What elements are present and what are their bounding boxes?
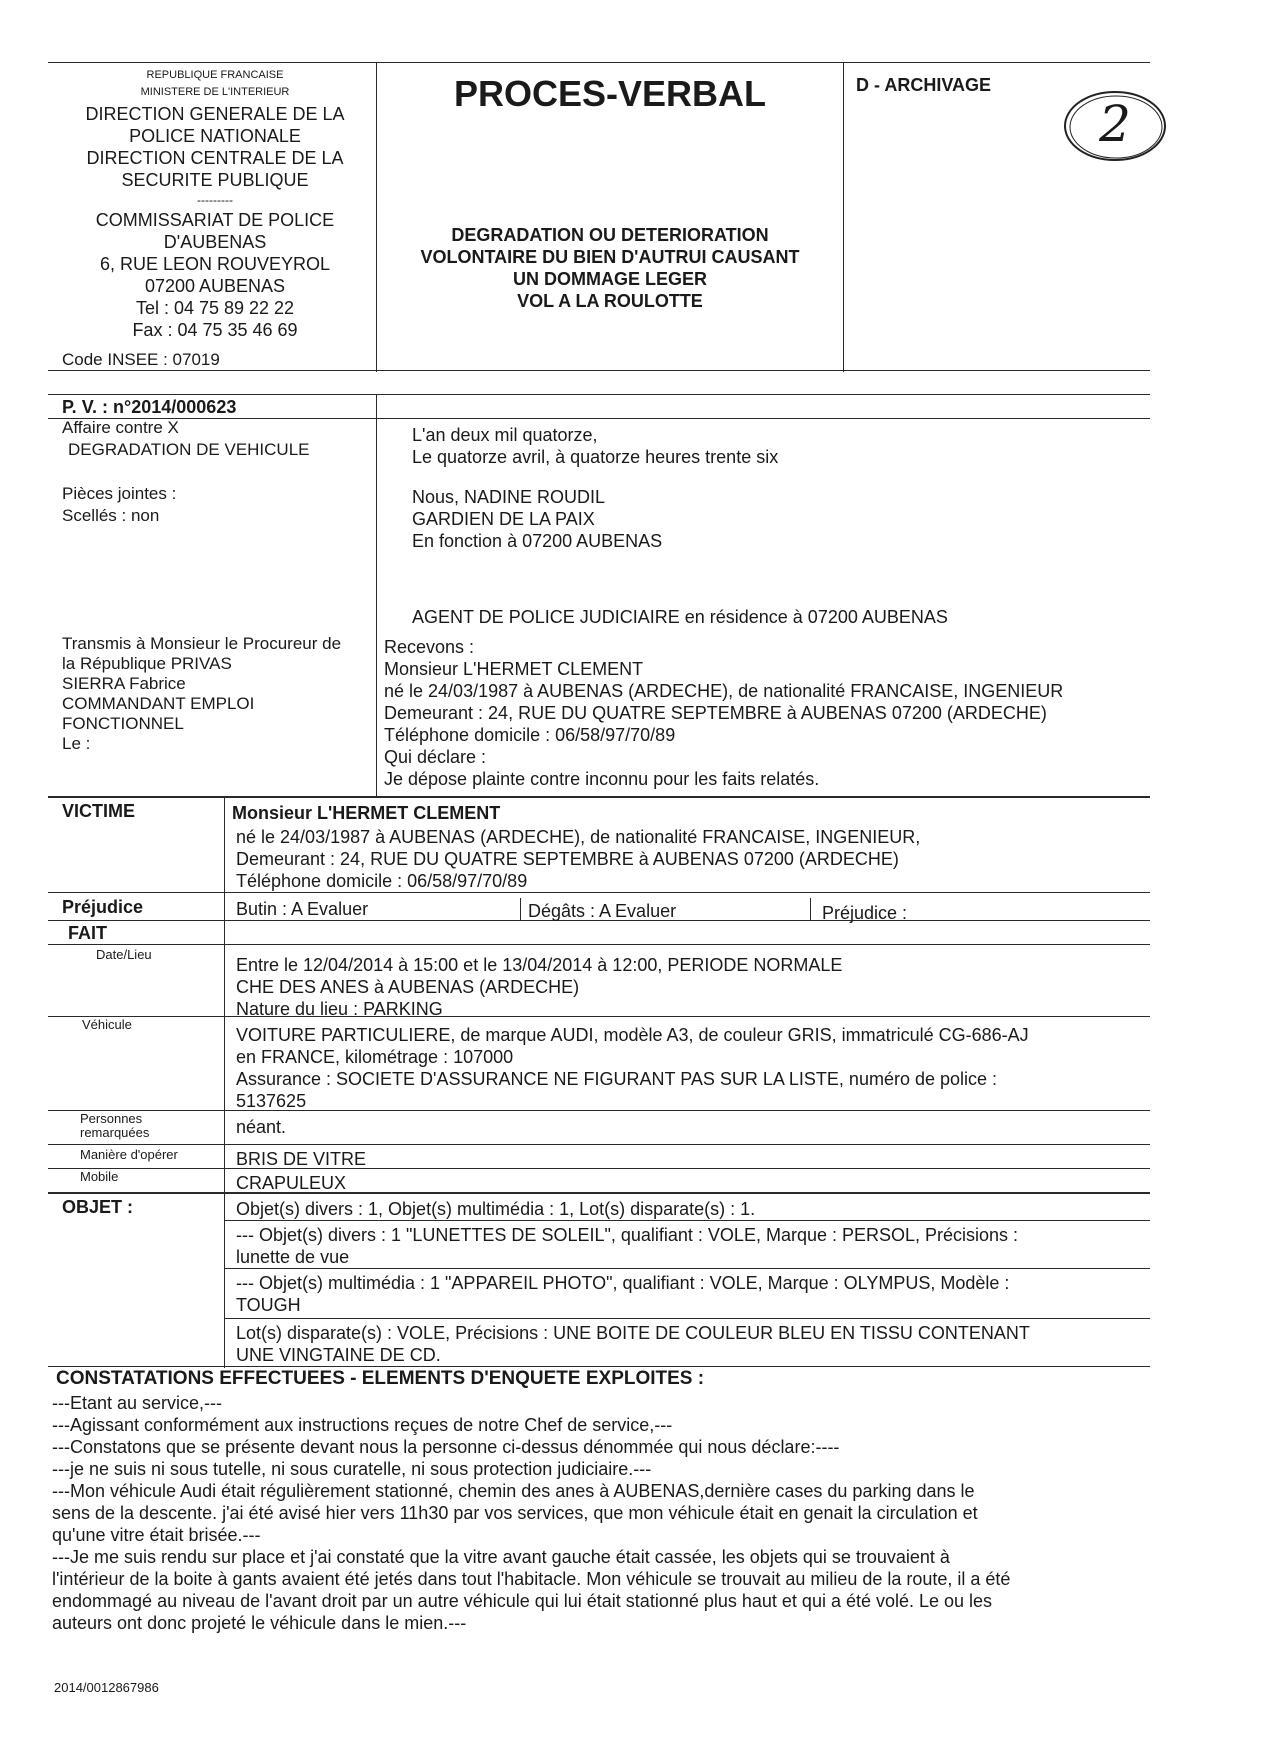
pieces-text: Pièces jointes :	[62, 484, 177, 503]
vehicule-line: en FRANCE, kilométrage : 107000	[236, 1047, 514, 1067]
transmis-line: Transmis à Monsieur le Procureur de	[62, 634, 342, 653]
officer-block	[412, 486, 662, 552]
recevons-line: Je dépose plainte contre inconnu pour les faits relatés.	[384, 769, 820, 789]
victime-details	[236, 826, 920, 892]
page-title: PROCES-VERBAL	[453, 73, 767, 114]
officer-line: Nous, NADINE ROUDIL	[412, 487, 606, 507]
constatations-body	[52, 1392, 1010, 1634]
objet-item	[236, 1272, 1009, 1316]
recevons-line: Monsieur L'HERMET CLEMENT	[384, 659, 644, 679]
commissariat-line: 6, RUE LEON ROUVEYROL	[99, 254, 331, 274]
vehicule-line: VOITURE PARTICULIERE, de marque AUDI, modèle A3, de couleur GRIS, immatriculé CG-686-AJ	[236, 1025, 1029, 1045]
constatations-line: endommagé au niveau de l'avant droit par un autre véhicule qui lui était stationné plus haut et qui a été volé. Le ou les	[52, 1591, 993, 1611]
objet-item-line: Lot(s) disparate(s) : VOLE, Précisions : UNE BOITE DE COULEUR BLEU EN TISSU CONTENANT	[236, 1323, 1030, 1343]
republique-text: REPUBLIQUE FRANCAISE	[146, 69, 284, 81]
agent-text: AGENT DE POLICE JUDICIAIRE en résidence à 07200 AUBENAS	[412, 607, 948, 627]
footer-reference: 2014/0012867986	[54, 1680, 159, 1695]
subject-line: DEGRADATION OU DETERIORATION	[451, 225, 769, 245]
date-lieu-label: Date/Lieu	[96, 947, 152, 962]
vehicule-label: Véhicule	[82, 1017, 132, 1032]
scelles-text: Scellés : non	[62, 506, 160, 525]
constatations-line: l'intérieur de la boite à gants avaient été jetés dans tout l'habitacle. Mon véhicule se trouvait au milieu de la route, il a été	[52, 1569, 1011, 1589]
constatations-title: CONSTATATIONS EFFECTUEES - ELEMENTS D'ENQUETE EXPLOITES :	[56, 1368, 705, 1389]
date-line: Le quatorze avril, à quatorze heures trente six	[412, 447, 779, 467]
vehicule-block	[236, 1024, 1029, 1112]
date-block	[412, 424, 778, 468]
date-lieu-line: CHE DES ANES à AUBENAS (ARDECHE)	[236, 977, 580, 997]
officer-line: En fonction à 07200 AUBENAS	[412, 531, 663, 551]
page-number-stamp	[1060, 86, 1170, 166]
date-lieu-block	[236, 954, 842, 1020]
commissariat-line: COMMISSARIAT DE POLICE	[95, 210, 335, 230]
transmis-block	[62, 634, 341, 754]
constatations-line: ---je ne suis ni sous tutelle, ni sous curatelle, ni sous protection judiciaire.---	[52, 1459, 652, 1479]
tel-text: Tel : 04 75 89 22 22	[135, 298, 295, 318]
maniere-label: Manière d'opérer	[80, 1147, 178, 1162]
constatations-line: ---Je me suis rendu sur place et j'ai constaté que la vitre avant gauche était cassée, les objets qui se trouvaient à	[52, 1547, 950, 1567]
constatations-line: ---Agissant conformément aux instructions reçues de notre Chef de service,---	[52, 1415, 673, 1435]
commissariat-line: 07200 AUBENAS	[144, 276, 286, 296]
page-number: 2	[1099, 95, 1131, 153]
transmis-line: Le :	[62, 734, 91, 753]
subject-line: VOL A LA ROULOTTE	[517, 291, 703, 311]
mobile-label: Mobile	[80, 1169, 119, 1184]
subject-line: VOLONTAIRE DU BIEN D'AUTRUI CAUSANT	[420, 247, 800, 267]
constatations-line: qu'une vitre était brisée.---	[52, 1525, 261, 1545]
recevons-line: Demeurant : 24, RUE DU QUATRE SEPTEMBRE à AUBENAS 07200 (ARDECHE)	[384, 703, 1047, 723]
subject-line: UN DOMMAGE LEGER	[512, 269, 707, 289]
direction-line: POLICE NATIONALE	[129, 126, 301, 146]
objet-item-line: UNE VINGTAINE DE CD.	[236, 1345, 441, 1365]
archive-label: D - ARCHIVAGE	[856, 75, 991, 95]
personnes-label-line: Personnes	[80, 1111, 143, 1126]
vehicule-line: Assurance : SOCIETE D'ASSURANCE NE FIGURANT PAS SUR LA LISTE, numéro de police :	[236, 1069, 998, 1089]
pv-number: P. V. : n°2014/000623	[62, 397, 237, 417]
recevons-line: Recevons :	[384, 637, 475, 657]
constatations-line: auteurs ont donc projeté le véhicule dans le mien.---	[52, 1613, 467, 1633]
personnes-label-line: remarquées	[80, 1125, 150, 1140]
officer-line: GARDIEN DE LA PAIX	[412, 509, 595, 529]
fax-text: Fax : 04 75 35 46 69	[132, 320, 298, 340]
ministere-text: MINISTERE DE L'INTERIEUR	[140, 86, 290, 98]
prejudice-label: Préjudice	[62, 897, 144, 917]
transmis-line: la République PRIVAS	[62, 654, 232, 673]
affaire-text: Affaire contre X	[62, 418, 179, 437]
direction-line: DIRECTION GENERALE DE LA	[85, 104, 345, 124]
objet-item	[236, 1224, 1018, 1268]
objet-item	[236, 1322, 1030, 1366]
butin-text: Butin : A Evaluer	[236, 899, 369, 919]
direction-line: DIRECTION CENTRALE DE LA	[86, 148, 344, 168]
objet-item-line: --- Objet(s) multimédia : 1 "APPAREIL PHOTO", qualifiant : VOLE, Marque : OLYMPUS, Modèle :	[236, 1273, 1010, 1293]
recevons-line: né le 24/03/1987 à AUBENAS (ARDECHE), de nationalité FRANCAISE, INGENIEUR	[384, 681, 1064, 701]
prejudice-value: Préjudice :	[822, 903, 908, 923]
objet-summary: Objet(s) divers : 1, Objet(s) multimédia : 1, Lot(s) disparate(s) : 1.	[236, 1199, 756, 1219]
victime-name: Monsieur L'HERMET CLEMENT	[232, 803, 501, 823]
separator: ---------	[197, 193, 233, 207]
objet-label: OBJET :	[62, 1197, 134, 1217]
date-lieu-line: Nature du lieu : PARKING	[236, 999, 443, 1019]
victime-label: VICTIME	[62, 801, 136, 821]
constatations-line: ---Etant au service,---	[52, 1393, 223, 1413]
issuer-block	[60, 68, 370, 341]
constatations-line: sens de la descente. j'ai été avisé hier vers 11h30 par vos services, que mon véhicule était en genait la circulation et	[52, 1503, 978, 1523]
subject-block	[378, 224, 842, 312]
date-lieu-line: Entre le 12/04/2014 à 15:00 et le 13/04/2014 à 12:00, PERIODE NORMALE	[236, 955, 843, 975]
personnes-value: néant.	[236, 1117, 287, 1137]
victime-line: né le 24/03/1987 à AUBENAS (ARDECHE), de nationalité FRANCAISE, INGENIEUR,	[236, 827, 921, 847]
objet-item-line: lunette de vue	[236, 1247, 350, 1267]
recevons-block	[384, 636, 1063, 790]
insee-code: Code INSEE : 07019	[62, 350, 220, 369]
commissariat-line: D'AUBENAS	[163, 232, 267, 252]
nature-text: DEGRADATION DE VEHICULE	[68, 440, 310, 459]
constatations-line: ---Mon véhicule Audi était régulièrement stationné, chemin des anes à AUBENAS,dernière cases du parking dans le	[52, 1481, 975, 1501]
recevons-line: Téléphone domicile : 06/58/97/70/89	[384, 725, 676, 745]
victime-line: Téléphone domicile : 06/58/97/70/89	[236, 871, 528, 891]
transmis-line: FONCTIONNEL	[62, 714, 184, 733]
maniere-value: BRIS DE VITRE	[236, 1149, 367, 1169]
personnes-label	[80, 1112, 149, 1140]
objet-item-line: --- Objet(s) divers : 1 "LUNETTES DE SOLEIL", qualifiant : VOLE, Marque : PERSOL, Précisions :	[236, 1225, 1019, 1245]
constatations-line: ---Constatons que se présente devant nous la personne ci-dessus dénommée qui nous déclare:----	[52, 1437, 840, 1457]
recevons-line: Qui déclare :	[384, 747, 487, 767]
victime-line: Demeurant : 24, RUE DU QUATRE SEPTEMBRE à AUBENAS 07200 (ARDECHE)	[236, 849, 899, 869]
date-line: L'an deux mil quatorze,	[412, 425, 598, 445]
mobile-value: CRAPULEUX	[236, 1173, 347, 1193]
direction-line: SECURITE PUBLIQUE	[121, 170, 309, 190]
transmis-line: COMMANDANT EMPLOI	[62, 694, 255, 713]
vehicule-line: 5137625	[236, 1091, 307, 1111]
degats-text: Dégâts : A Evaluer	[528, 901, 677, 921]
objet-item-line: TOUGH	[236, 1295, 301, 1315]
fait-label: FAIT	[68, 923, 107, 943]
transmis-line: SIERRA Fabrice	[62, 674, 186, 693]
